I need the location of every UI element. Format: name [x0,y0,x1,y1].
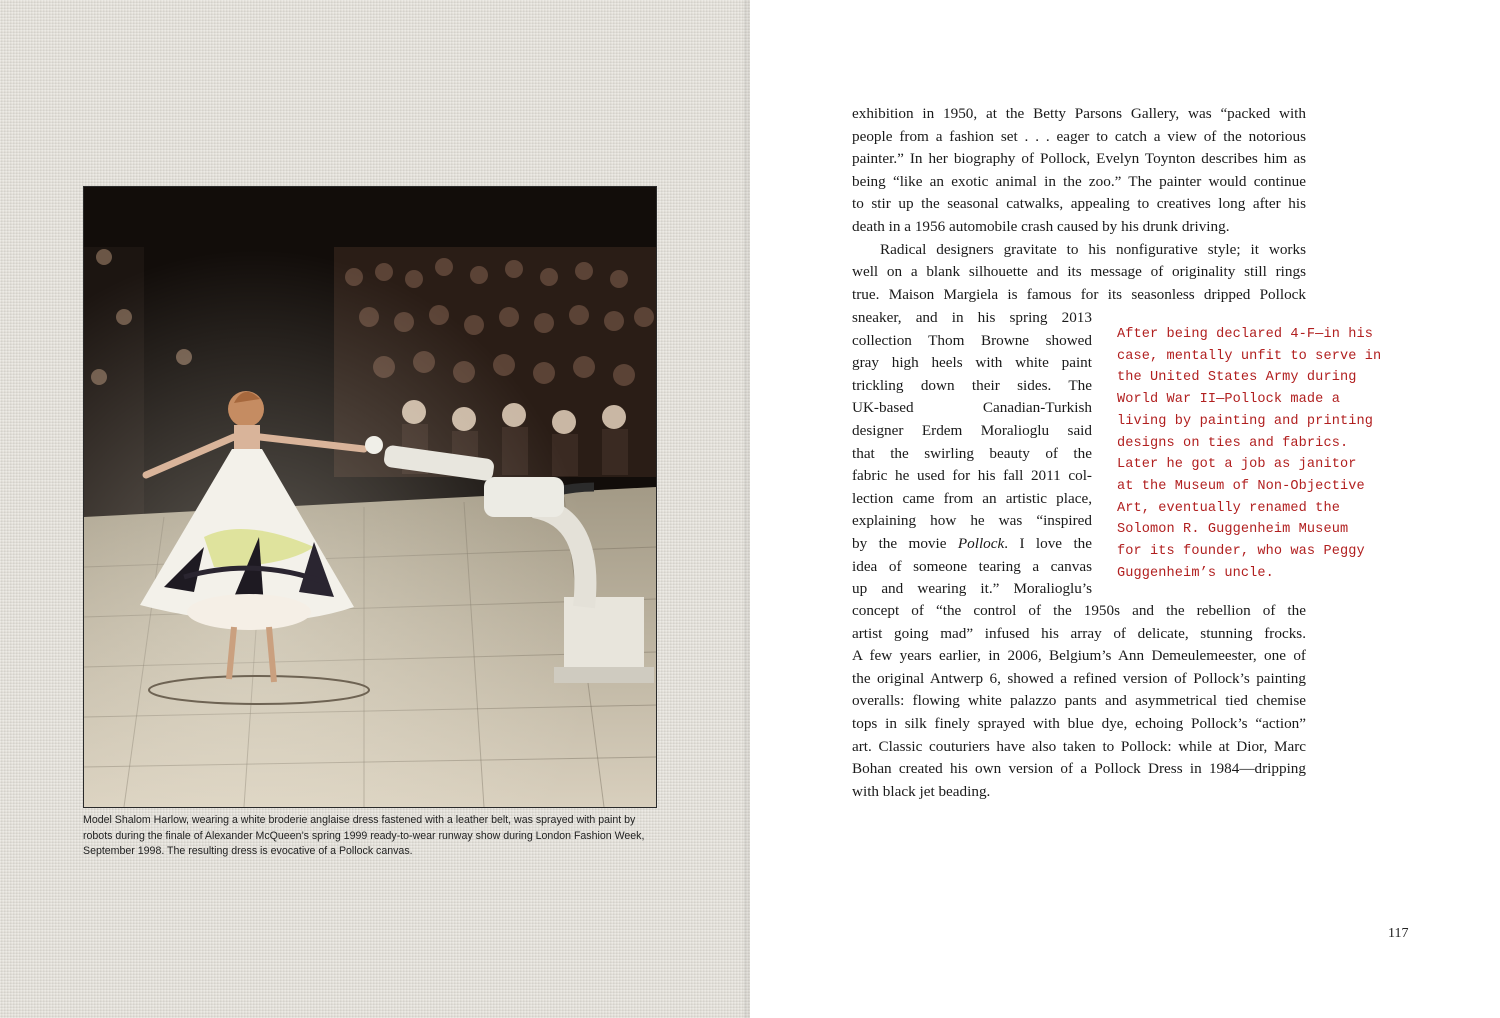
text-line: collection Thom Browne showed [852,331,1092,349]
body-text-top [852,103,1306,306]
runway-photo-illustration [84,187,656,807]
text-line: that the swirling beauty of the [852,444,1092,462]
text-line: true. Maison Margiela is famous for its seasonless dripped Pollock [852,285,1306,303]
text-line: the original Antwerp 6, showed a refined version of Pollock’s painting [852,669,1306,687]
page-number: 117 [1388,926,1409,941]
text-line: lection came from an artistic place, [852,489,1092,507]
text-line: A few years earlier, in 2006, Belgium’s Ann Demeulemeester, one of [852,647,1306,665]
text-line: by the movie Pollock. I love the [852,534,1092,552]
photo-caption: Model Shalom Harlow, wearing a white broderie anglaise dress fastened with a leather belt, was sprayed with paint by robots during the finale of Alexander McQueen’s spring 1999 ready-to-wear runway show during London Fashion Week, September 1998. The resulting dress is evocative of a Pollock canvas. [83,814,645,857]
body-text-narrow-column [852,307,1092,601]
text-line: up and wearing it.” Moralioglu’s [852,580,1092,598]
body-text-bottom [852,600,1306,803]
runway-photo [83,186,657,808]
text-line: exhibition in 1950, at the Betty Parsons Gallery, was “packed with [852,105,1306,122]
pull-quote-sidebar: After being declared 4-F—in his case, mentally unfit to serve in the United States Army during World War II—Pollock made a living by painting and printing designs on ties and fabrics. Later he got a job as janitor at the Museum of Non-Objective Art, eventually renamed the Solomon R. Guggenheim Museum for its founder, who was Peggy Guggenheim’s uncle. [1117,327,1382,581]
text-line: explaining how he was “inspired [852,512,1092,530]
text-line: with black jet beading. [852,782,991,800]
text-line: art. Classic couturiers have also taken to Pollock: while at Dior, Marc [852,737,1306,755]
text-line: Bohan created his own version of a Pollock Dress in 1984—dripping [852,760,1306,778]
text-line: well on a blank silhouette and its message of originality still rings [852,263,1306,281]
text-line: death in a 1956 automobile crash caused by his drunk driving. [852,217,1230,235]
text-line: painter.” In her biography of Pollock, Evelyn Toynton describes him as [852,150,1306,168]
text-line: overalls: flowing white palazzo pants and asymmetrical tied chemise [852,692,1306,710]
text-line: Radical designers gravitate to his nonfigurative style; it works [880,240,1306,258]
text-line: designer Erdem Moralioglu said [852,421,1092,439]
text-line: sneaker, and in his spring 2013 [852,309,1092,326]
text-line: people from a fashion set . . . eager to catch a view of the notorious [852,127,1306,145]
text-line: fabric he used for his fall 2011 col- [852,467,1092,485]
text-line: trickling down their sides. The [852,376,1092,394]
text-line: concept of “the control of the 1950s and the rebellion of the [852,602,1306,619]
text-line: tops in silk finely sprayed with blue dye, echoing Pollock’s “action” [852,714,1306,732]
text-line: gray high heels with white paint [852,354,1092,372]
text-line: to stir up the seasonal catwalks, appealing to creatives long after his [852,195,1306,213]
text-line: idea of someone tearing a canvas [852,557,1092,575]
text-line: artist going mad” infused his array of delicate, stunning frocks. [852,624,1306,642]
text-line: UK-based Canadian-Turkish [852,399,1092,417]
text-line: being “like an exotic animal in the zoo.” The painter would continue [852,172,1306,190]
